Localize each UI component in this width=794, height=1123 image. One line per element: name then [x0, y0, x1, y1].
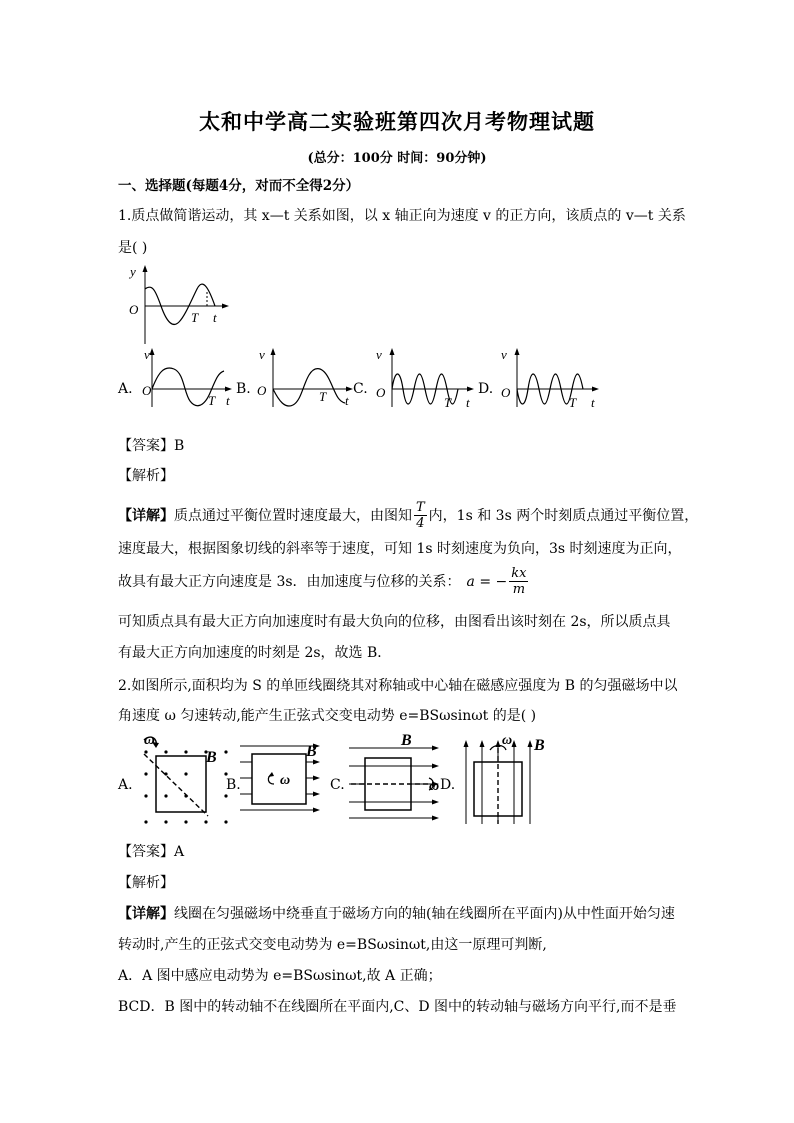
q2-a-B: B [206, 749, 217, 766]
q1-fraction-T4 [414, 500, 427, 531]
q2-detail-l1-text: 线圈在匀强磁场中绕垂直于磁场方向的轴(轴在线圈所在平面内)从中性面开始匀速 [174, 906, 675, 922]
q2-figure-d [456, 728, 556, 828]
q1-graph-a-o: O [142, 383, 152, 398]
q1-option-a-label: A. [118, 381, 133, 397]
q2-figure-a [136, 728, 232, 828]
q1-graph-a-T: T [208, 393, 216, 408]
q1-xt-T-label: T [191, 310, 199, 325]
q1-option-b-label: B. [236, 381, 251, 397]
q1-detail-line1 [118, 500, 698, 531]
q1-graph-b [253, 345, 358, 409]
q1-detail-line4: 可知质点具有最大正方向加速度时有最大负向的位移，由图看出该时刻在 2s，所以质点具 [118, 614, 671, 630]
q1-graph-d-o: O [501, 385, 511, 400]
q2-detail-line3: A．A 图中感应电动势为 e=BSωsinωt,故 A 正确； [118, 968, 442, 984]
q2-stem-line1: 2.如图所示,面积均为 S 的单匝线圈绕其对称轴或中心轴在磁感应强度为 B 的匀强磁场中以 [118, 678, 678, 694]
q1-graph-d-T: T [569, 395, 577, 409]
q2-option-b-label: B. [226, 777, 241, 793]
q1-xt-t-label: t [213, 310, 217, 325]
q1-graph-b-o: O [257, 383, 267, 398]
q2-stem-line2: 角速度 ω 匀速转动,能产生正弦式交变电动势 e=BSωsinωt 的是( ) [118, 708, 537, 724]
q1-xt-y-label: y [130, 264, 136, 279]
q1-frac-den: 4 [416, 516, 425, 531]
q2-c-B: B [401, 732, 412, 749]
q1-graph-b-v: v [259, 347, 265, 362]
q1-graph-b-t: t [345, 393, 349, 408]
q1-option-d-label: D. [478, 381, 494, 397]
q1-graph-c-t: t [466, 395, 470, 409]
q1-frac-num: T [416, 500, 425, 515]
page-title: 太和中学高二实验班第四次月考物理试题 [199, 109, 595, 134]
q2-a-omega: ω [144, 732, 155, 748]
q2-detail-line1 [118, 904, 675, 924]
q1-detail-l1a: 质点通过平衡位置时速度最大，由图知 [174, 507, 412, 524]
q1-option-c-label: C. [353, 381, 368, 397]
q1-graph-d-t: t [591, 395, 595, 409]
q1-stem-line1: 1.质点做简谐运动，其 x—t 关系如图，以 x 轴正向为速度 v 的正方向，该质点的 v—t 关系 [118, 208, 686, 224]
q2-b-B: B [306, 743, 317, 760]
q2-detail-line2: 转动时,产生的正弦式交变电动势为 e=BSωsinωt,由这一原理可判断, [118, 937, 547, 953]
q1-graph-c [370, 345, 480, 409]
q2-detail-tag: 【详解】 [118, 906, 174, 922]
q2-b-omega: ω [280, 773, 291, 788]
q1-detail-l1b: 内，1s 和 3s 两个时刻质点通过平衡位置， [428, 507, 699, 524]
q1-detail-line5: 有最大正方向加速度的时刻是 2s，故选 B． [118, 645, 392, 661]
q1-formula-fraction [509, 566, 528, 597]
q1-detail-l3a: 故具有最大正方向速度是 3s．由加速度与位移的关系： [118, 573, 461, 590]
q1-detail-line2: 速度最大，根据图象切线的斜率等于速度，可知 1s 时刻速度为负向，3s 时刻速度为正向， [118, 541, 682, 557]
section-heading: 一、选择题(每题4分，对而不全得2分） [118, 178, 360, 194]
q1-answer: 【答案】B [118, 438, 185, 454]
q2-figure-c [345, 730, 445, 826]
q1-graph-b-T: T [319, 389, 327, 404]
q1-formula-den: m [512, 582, 526, 597]
q2-option-d-label: D. [440, 777, 456, 793]
q1-graph-c-o: O [376, 385, 386, 400]
q1-graph-d-v: v [501, 347, 507, 362]
q1-graph-c-T: T [444, 395, 452, 409]
q2-answer: 【答案】A [118, 844, 185, 860]
q2-c-omega: ω [429, 779, 440, 794]
q1-graph-d [495, 345, 605, 409]
q1-formula-lhs: a = − [466, 573, 508, 590]
q1-analysis-heading: 【解析】 [118, 468, 174, 484]
q1-formula-num: kx [511, 566, 527, 581]
q1-graph-a-v: v [144, 347, 150, 362]
q2-d-B: B [534, 737, 545, 754]
q1-graph-c-v: v [376, 347, 382, 362]
q1-stem-line2: 是( ) [118, 240, 148, 256]
q1-detail-line3 [118, 566, 530, 597]
page-subtitle: (总分：100分 时间：90分钟) [307, 151, 487, 166]
q1-graph-a-t: t [226, 393, 230, 408]
q2-figure-b [236, 734, 336, 826]
q2-detail-line4: BCD．B 图中的转动轴不在线圈所在平面内,C、D 图中的转动轴与磁场方向平行,而不是垂 [118, 999, 677, 1015]
q2-d-omega: ω [502, 733, 513, 748]
q2-analysis-heading: 【解析】 [118, 875, 174, 891]
q1-detail-tag: 【详解】 [118, 507, 174, 524]
q2-option-a-label: A. [118, 777, 133, 793]
q2-option-c-label: C. [330, 777, 345, 793]
q1-graph-a [138, 345, 238, 409]
q1-xt-graph [125, 262, 235, 348]
q1-xt-origin-label: O [129, 302, 139, 317]
